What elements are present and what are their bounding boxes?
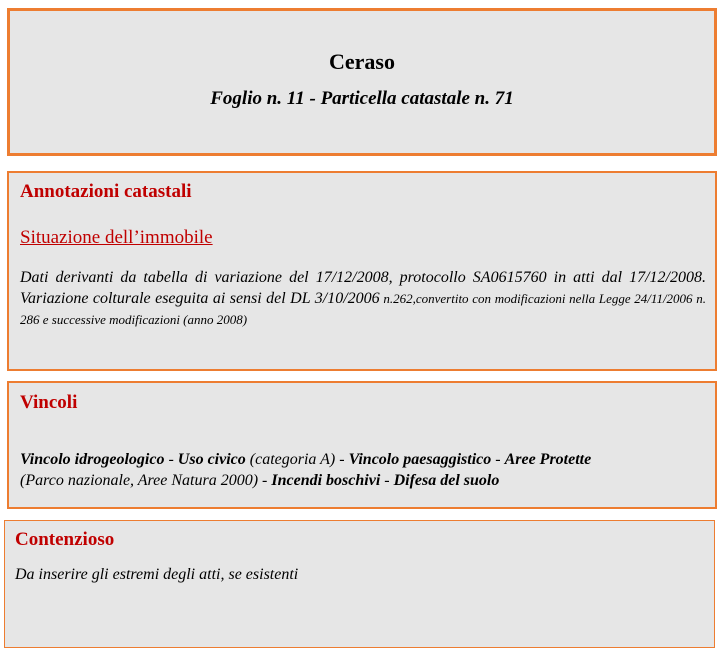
annotazioni-text-small: n.262,convertito con modificazioni nella Legge 24/11/2006 n. 286 e successive modificazioni (anno 2008) — [20, 291, 706, 327]
uso-civico: Uso civico — [177, 451, 246, 468]
vincoli-separator: - — [491, 451, 505, 468]
annotazioni-box — [7, 171, 717, 371]
vincolo-paesaggistico: Vincolo paesaggistico — [348, 451, 492, 468]
contenzioso-box — [4, 520, 715, 648]
page-title: Ceraso — [329, 49, 395, 74]
vincolo-idrogeologico: Vincolo idrogeologico — [20, 451, 165, 468]
vincoli-separator: (categoria A) - — [245, 451, 349, 468]
vincoli-box — [7, 381, 717, 509]
contenzioso-text: Da inserire gli estremi degli atti, se esistenti — [15, 566, 299, 583]
situazione-subheading: Situazione dell’immobile — [20, 227, 213, 248]
vincoli-separator: (Parco nazionale, Aree Natura 2000) - — [20, 472, 272, 489]
difesa-del-suolo: Difesa del suolo — [393, 472, 500, 489]
header-box — [7, 8, 717, 156]
contenzioso-heading: Contenzioso — [15, 529, 115, 550]
annotazioni-heading: Annotazioni catastali — [20, 181, 192, 202]
page-subtitle: Foglio n. 11 - Particella catastale n. 71 — [210, 88, 514, 109]
annotazioni-text — [20, 267, 706, 330]
annotazioni-text-main: Dati derivanti da tabella di variazione del 17/12/2008, protocollo SA0615760 in atti dal 17/12/2008. Variazione colturale eseguita ai sensi del DL 3/10/2006 — [20, 269, 706, 307]
vincoli-separator: - — [164, 451, 178, 468]
vincoli-heading: Vincoli — [20, 392, 78, 413]
incendi-boschivi: Incendi boschivi — [271, 472, 381, 489]
aree-protette: Aree Protette — [504, 451, 592, 468]
vincoli-text — [20, 449, 700, 491]
vincoli-separator: - — [380, 472, 394, 489]
